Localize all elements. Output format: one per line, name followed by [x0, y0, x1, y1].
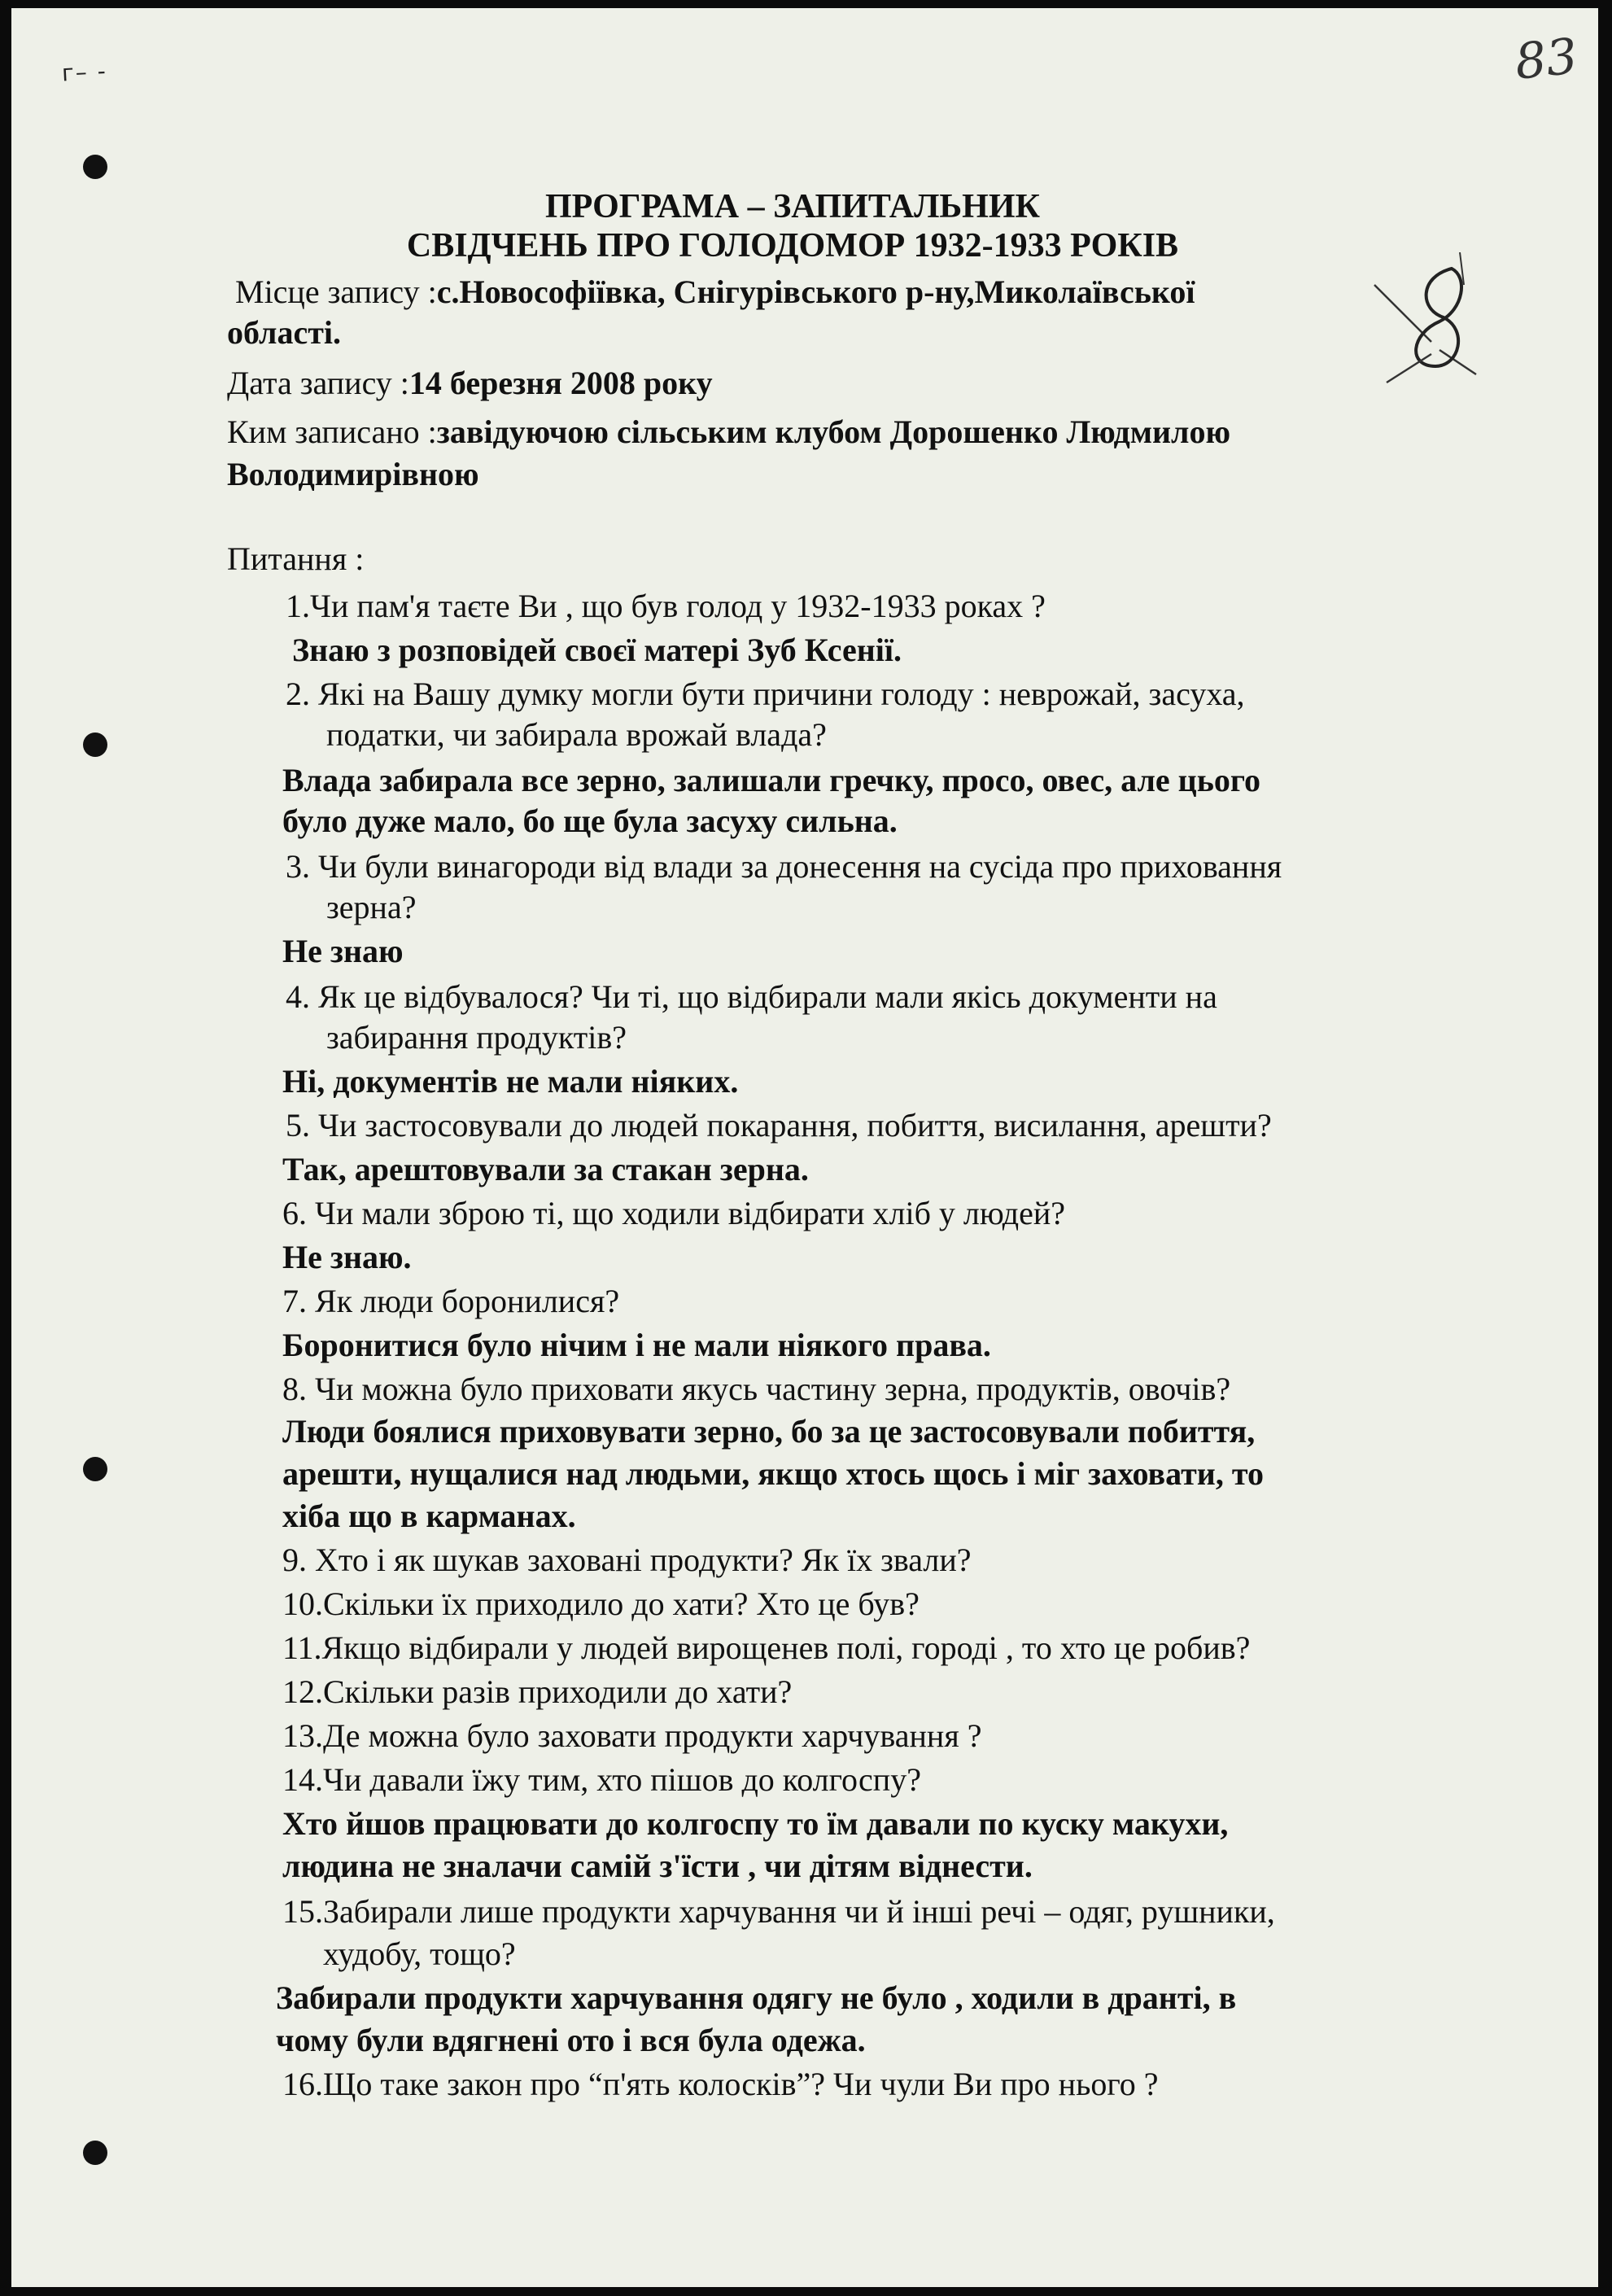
- answer-line: Забирали продукти харчування одягу не було , ходили в дранті, в: [276, 1979, 1237, 2016]
- answer-line: Не знаю: [282, 933, 404, 969]
- record-place-label: Місце запису :: [235, 273, 437, 310]
- record-date-value: 14 березня 2008 року: [408, 365, 713, 401]
- answer-line: людина не зналачи самій з'їсти , чи дітям віднести.: [282, 1848, 1033, 1884]
- question-line: 11.Якщо відбирали у людей вирощенев полі, городі , то хто це робив?: [282, 1629, 1251, 1666]
- question-line: 4. Як це відбувалося? Чи ті, що відбирали мали якісь документи на: [286, 978, 1217, 1015]
- question-line: зерна?: [326, 889, 417, 925]
- record-date-label: Дата запису :: [227, 365, 409, 401]
- handwritten-page-number: 83: [1512, 28, 1580, 91]
- answer-line: чому були вдягнені ото і вся була одежа.: [276, 2022, 866, 2058]
- punch-hole: [83, 733, 107, 757]
- record-place-line: [235, 272, 1195, 313]
- recorder-value-cont: Володимирівною: [227, 456, 479, 492]
- answer-line: Не знаю.: [282, 1239, 412, 1275]
- question-line: 16.Що таке закон про “п'ять колосків”? Чи чули Ви про нього ?: [282, 2066, 1159, 2102]
- question-line: 7. Як люди боронилися?: [282, 1283, 620, 1319]
- answer-line: Знаю з розповідей своєї матері Зуб Ксенії.: [292, 632, 902, 668]
- document-title-line-1: ПРОГРАМА – ЗАПИТАЛЬНИК: [545, 188, 1040, 225]
- recorder-label: Ким записано :: [227, 413, 437, 450]
- answer-line: було дуже мало, бо ще була засуху сильна.: [282, 803, 898, 839]
- question-line: забирання продуктів?: [326, 1019, 627, 1056]
- question-line: худобу, тощо?: [323, 1935, 516, 1972]
- question-line: 15.Забирали лише продукти харчування чи й інші речі – одяг, рушники,: [282, 1893, 1275, 1930]
- answer-line: Ні, документів не мали ніяких.: [282, 1063, 739, 1100]
- recorder-value: завідуючою сільським клубом Дорошенко Людмилою: [436, 413, 1231, 450]
- question-line: 14.Чи давали їжу тим, хто пішов до колгоспу?: [282, 1761, 921, 1798]
- question-line: 3. Чи були винагороди від влади за донесення на сусіда про приховання: [286, 848, 1282, 885]
- answer-line: Боронитися було нічим і не мали ніякого права.: [282, 1327, 991, 1363]
- question-line: 12.Скільки разів приходили до хати?: [282, 1673, 793, 1710]
- question-line: 5. Чи застосовували до людей покарання, побиття, висилання, арешти?: [286, 1107, 1272, 1144]
- question-line: 2. Які на Вашу думку могли бути причини голоду : неврожай, засуха,: [286, 676, 1245, 712]
- question-line: 1.Чи пам'я таєте Ви , що був голод у 1932-1933 роках ?: [286, 588, 1046, 624]
- record-date-line: [227, 363, 713, 404]
- answer-line: хіба що в карманах.: [282, 1498, 576, 1534]
- punch-hole: [83, 2141, 107, 2165]
- answer-line: Так, арештовували за стакан зерна.: [282, 1151, 809, 1187]
- answer-line: Люди боялися приховувати зерно, бо за це застосовували побиття,: [282, 1413, 1256, 1450]
- answer-line: Влада забирала все зерно, залишали гречку, просо, овес, але цього: [282, 762, 1261, 798]
- recorder-line: [227, 412, 1230, 453]
- question-line: 10.Скільки їх приходило до хати? Хто це був?: [282, 1585, 920, 1622]
- corner-mark: г– -: [61, 57, 108, 87]
- question-line: 8. Чи можна було приховати якусь частину зерна, продуктів, овочів?: [282, 1371, 1231, 1407]
- answer-line: арешти, нущалися над людьми, якщо хтось щось і міг заховати, то: [282, 1455, 1264, 1492]
- question-line: 13.Де можна було заховати продукти харчування ?: [282, 1717, 982, 1754]
- question-line: 9. Хто і як шукав заховані продукти? Як їх звали?: [282, 1542, 972, 1578]
- answer-line: Хто йшов працювати до колгоспу то їм давали по куску макухи,: [282, 1805, 1229, 1842]
- record-place-value: с.Новософіївка, Снігурівського р-ну,Миколаївської: [436, 273, 1195, 310]
- question-line: податки, чи забирала врожай влада?: [326, 716, 827, 753]
- handwritten-number-mark: [1362, 252, 1484, 391]
- punch-hole: [83, 1457, 107, 1481]
- punch-hole: [83, 155, 107, 179]
- record-place-value-cont: області.: [227, 314, 341, 351]
- questions-label: Питання :: [227, 540, 365, 577]
- document-page: [11, 8, 1598, 2287]
- document-title-line-2: СВІДЧЕНЬ ПРО ГОЛОДОМОР 1932-1933 РОКІВ: [406, 227, 1179, 265]
- question-line: 6. Чи мали зброю ті, що ходили відбирати хліб у людей?: [282, 1195, 1066, 1231]
